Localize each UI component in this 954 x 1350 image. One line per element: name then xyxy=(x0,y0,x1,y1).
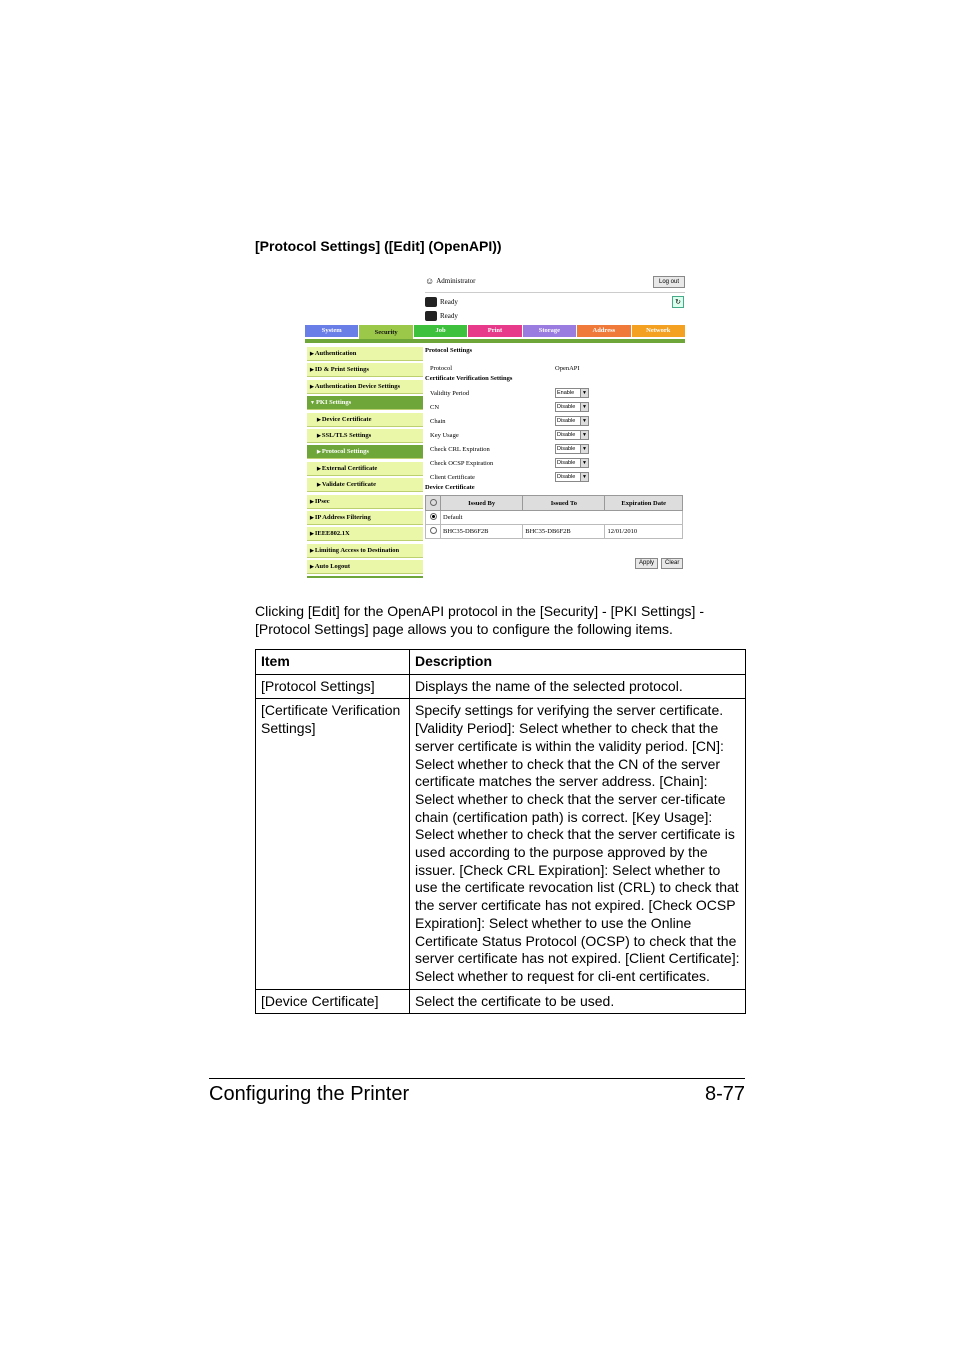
radio-column-header xyxy=(426,496,441,511)
tab-network[interactable]: Network xyxy=(632,325,685,337)
default-label: Default xyxy=(441,511,683,525)
protocol-label: Protocol xyxy=(430,364,453,372)
item-cell: [Certificate Verification Settings] xyxy=(256,699,410,989)
column-header: Issued By xyxy=(441,496,523,511)
admin-label: Administrator xyxy=(436,277,476,285)
sidebar-item[interactable] xyxy=(307,445,423,459)
setting-select[interactable] xyxy=(555,444,589,454)
table-row[interactable] xyxy=(426,511,683,525)
setting-row xyxy=(425,456,685,470)
caret-right-icon: ▶ xyxy=(310,515,314,521)
description-header: Description xyxy=(410,650,746,675)
protocol-value: OpenAPI xyxy=(555,364,580,372)
description-cell: Displays the name of the selected protocol. xyxy=(410,674,746,699)
tab-system[interactable]: System xyxy=(305,325,358,337)
table-header xyxy=(256,650,746,675)
item-header: Item xyxy=(256,650,410,675)
table-row xyxy=(256,989,746,1014)
tab-underline xyxy=(305,339,685,343)
sidebar-item-label: IP Address Filtering xyxy=(314,513,371,521)
chevron-down-icon: ▼ xyxy=(580,473,588,481)
protocol-row xyxy=(425,361,685,375)
caret-right-icon: ▶ xyxy=(310,565,314,571)
content-title: Protocol Settings xyxy=(425,347,472,354)
setting-row xyxy=(425,428,685,442)
status-label: Ready xyxy=(440,298,458,306)
sidebar-item[interactable] xyxy=(307,527,423,541)
sidebar-item-label: Protocol Settings xyxy=(321,448,369,456)
chevron-down-icon: ▼ xyxy=(580,445,588,453)
scanner-icon xyxy=(425,311,437,321)
radio-unselected[interactable] xyxy=(430,527,437,534)
expiration-cell: 12/01/2010 xyxy=(605,525,683,539)
column-header: Expiration Date xyxy=(605,496,683,511)
item-cell: [Protocol Settings] xyxy=(256,674,410,699)
setting-label: Check OCSP Expiration xyxy=(430,459,494,467)
intro-paragraph: Clicking [Edit] for the OpenAPI protocol in the [Security] - [PKI Settings] - [Protocol Settings] page allows you to configure the following items. xyxy=(255,603,704,637)
radio-icon xyxy=(430,499,437,506)
sidebar-item-label: Validate Certificate xyxy=(321,481,376,489)
certificate-table xyxy=(425,495,683,539)
setting-label: Key Usage xyxy=(430,431,459,439)
footer-title: Configuring the Printer xyxy=(209,1083,410,1105)
sidebar-item[interactable] xyxy=(307,478,423,492)
sidebar-item-label: Limiting Access to Destination xyxy=(314,546,400,554)
section-heading: [Protocol Settings] ([Edit] (OpenAPI)) xyxy=(255,238,502,254)
chevron-down-icon: ▼ xyxy=(580,431,588,439)
sidebar-item[interactable] xyxy=(307,511,423,525)
setting-row xyxy=(425,470,685,484)
caret-right-icon: ▶ xyxy=(317,483,321,489)
caret-right-icon: ▶ xyxy=(317,450,321,456)
caret-right-icon: ▶ xyxy=(310,384,314,390)
select-value: Disable xyxy=(557,404,576,410)
sidebar-item-label: Auto Logout xyxy=(314,563,351,571)
setting-select[interactable] xyxy=(555,472,589,482)
setting-label: Client Certificate xyxy=(430,473,475,481)
sidebar-item-label: External Certificate xyxy=(321,464,378,472)
page-number: 8-77 xyxy=(704,1083,745,1105)
sidebar-item-label: IEEE802.1X xyxy=(314,530,350,538)
caret-right-icon: ▶ xyxy=(310,352,314,357)
tab-job[interactable]: Job xyxy=(414,325,467,337)
sidebar-item[interactable] xyxy=(307,544,423,558)
sidebar-item[interactable] xyxy=(307,429,423,443)
device-cert-title: Device Certificate xyxy=(425,484,475,491)
chevron-down-icon: ▼ xyxy=(580,417,588,425)
sidebar-item[interactable] xyxy=(307,560,423,574)
table-row[interactable] xyxy=(426,525,683,539)
sidebar-item[interactable] xyxy=(307,380,423,394)
chevron-down-icon: ▼ xyxy=(580,459,588,467)
issued-by-cell: BHC35-DB6F2B xyxy=(441,525,523,539)
apply-button[interactable]: Apply xyxy=(635,558,658,569)
sidebar-item-label: Device Certificate xyxy=(321,415,372,423)
logout-button[interactable]: Log out xyxy=(653,276,685,288)
description-cell: Select the certificate to be used. xyxy=(410,989,746,1014)
printer-status xyxy=(425,297,458,307)
setting-label: Validity Period xyxy=(430,389,470,397)
setting-select[interactable] xyxy=(555,430,589,440)
select-value: Disable xyxy=(557,460,576,466)
caret-down-icon: ▼ xyxy=(310,401,315,407)
sidebar-item[interactable] xyxy=(307,495,423,509)
sidebar-item[interactable] xyxy=(307,363,423,377)
select-value: Disable xyxy=(557,432,576,438)
caret-right-icon: ▶ xyxy=(317,433,321,439)
select-value: Disable xyxy=(557,418,576,424)
sidebar xyxy=(307,347,423,578)
setting-label: CN xyxy=(430,403,440,411)
select-value: Disable xyxy=(557,474,576,480)
refresh-icon[interactable]: ↻ xyxy=(672,296,684,308)
caret-right-icon: ▶ xyxy=(317,417,321,423)
caret-right-icon: ▶ xyxy=(310,368,314,374)
user-icon: ☺ xyxy=(425,276,435,286)
caret-right-icon: ▶ xyxy=(310,499,314,505)
sidebar-item-label: IPsec xyxy=(314,497,330,505)
footer-rule xyxy=(209,1078,745,1079)
setting-row xyxy=(425,386,685,400)
issued-to-cell: BHC35-DB6F2B xyxy=(523,525,605,539)
printer-icon xyxy=(425,297,437,307)
chevron-down-icon: ▼ xyxy=(580,403,588,411)
chevron-down-icon: ▼ xyxy=(580,389,588,397)
item-cell: [Device Certificate] xyxy=(256,989,410,1014)
sidebar-item[interactable] xyxy=(307,462,423,476)
clear-button[interactable]: Clear xyxy=(661,558,683,569)
sidebar-item-label: Authentication Device Settings xyxy=(314,382,401,390)
setting-row xyxy=(425,400,685,414)
scanner-status xyxy=(425,311,458,321)
main-tabs xyxy=(305,325,685,339)
caret-right-icon: ▶ xyxy=(310,532,314,538)
sidebar-item[interactable] xyxy=(307,396,423,410)
tab-storage[interactable]: Storage xyxy=(523,325,576,337)
sidebar-item-label: PKI Settings xyxy=(315,399,352,407)
radio-cell[interactable] xyxy=(426,511,441,525)
tab-security[interactable]: Security xyxy=(359,325,412,339)
sidebar-item-label: Authentication xyxy=(314,350,357,357)
setting-select[interactable] xyxy=(555,458,589,468)
table-row xyxy=(256,674,746,699)
setting-select[interactable] xyxy=(555,416,589,426)
sidebar-bottom-rule xyxy=(307,576,423,578)
items-table xyxy=(255,649,746,1014)
table-header xyxy=(426,496,683,511)
sidebar-item-label: ID & Print Settings xyxy=(314,366,369,374)
tab-address[interactable]: Address xyxy=(577,325,630,337)
select-value: Enable xyxy=(557,390,575,396)
tab-print[interactable]: Print xyxy=(468,325,521,337)
setting-select[interactable] xyxy=(555,388,589,398)
select-value: Disable xyxy=(557,446,576,452)
sidebar-item[interactable] xyxy=(307,413,423,427)
settings-screenshot xyxy=(305,272,685,572)
description-cell: Specify settings for verifying the server certificate. [Validity Period]: Select whether to check that the server certificate is within the validity period. [CN]: Select whether to check that the CN of the server certificate matches the server address. [Chain]: Select whether to check that the server cer-tificate chain (certification path) is correct. [Key Usage]: Select whether to check that the server certificate is used according to the purpose approved by the issuer. [Check CRL Expiration]: Select whether to use the certificate revocation list (CRL) to check that the server certificate has not expired. [Check OCSP Expiration]: Select whether to use the Online Certificate Status Protocol (OCSP) to check that the server certificate has not expired. [Client Certificate]: Select whether to request for cli-ent certificates. xyxy=(410,699,746,989)
sidebar-item[interactable] xyxy=(307,347,423,361)
cert-verification-title: Certificate Verification Settings xyxy=(425,375,513,382)
content-panel xyxy=(425,347,685,539)
radio-cell[interactable] xyxy=(426,525,441,539)
table-row xyxy=(256,699,746,989)
setting-row xyxy=(425,442,685,456)
setting-label: Chain xyxy=(430,417,446,425)
status-label: Ready xyxy=(440,312,458,320)
sidebar-item-label: SSL/TLS Settings xyxy=(321,431,372,439)
setting-row xyxy=(425,414,685,428)
setting-select[interactable] xyxy=(555,402,589,412)
divider xyxy=(425,292,685,293)
radio-selected[interactable] xyxy=(430,513,437,520)
setting-label: Check CRL Expiration xyxy=(430,445,490,453)
settings-list xyxy=(425,386,685,484)
form-buttons xyxy=(635,558,683,569)
admin-indicator xyxy=(425,276,475,286)
column-header: Issued To xyxy=(523,496,605,511)
caret-right-icon: ▶ xyxy=(310,548,314,554)
caret-right-icon: ▶ xyxy=(317,466,321,472)
